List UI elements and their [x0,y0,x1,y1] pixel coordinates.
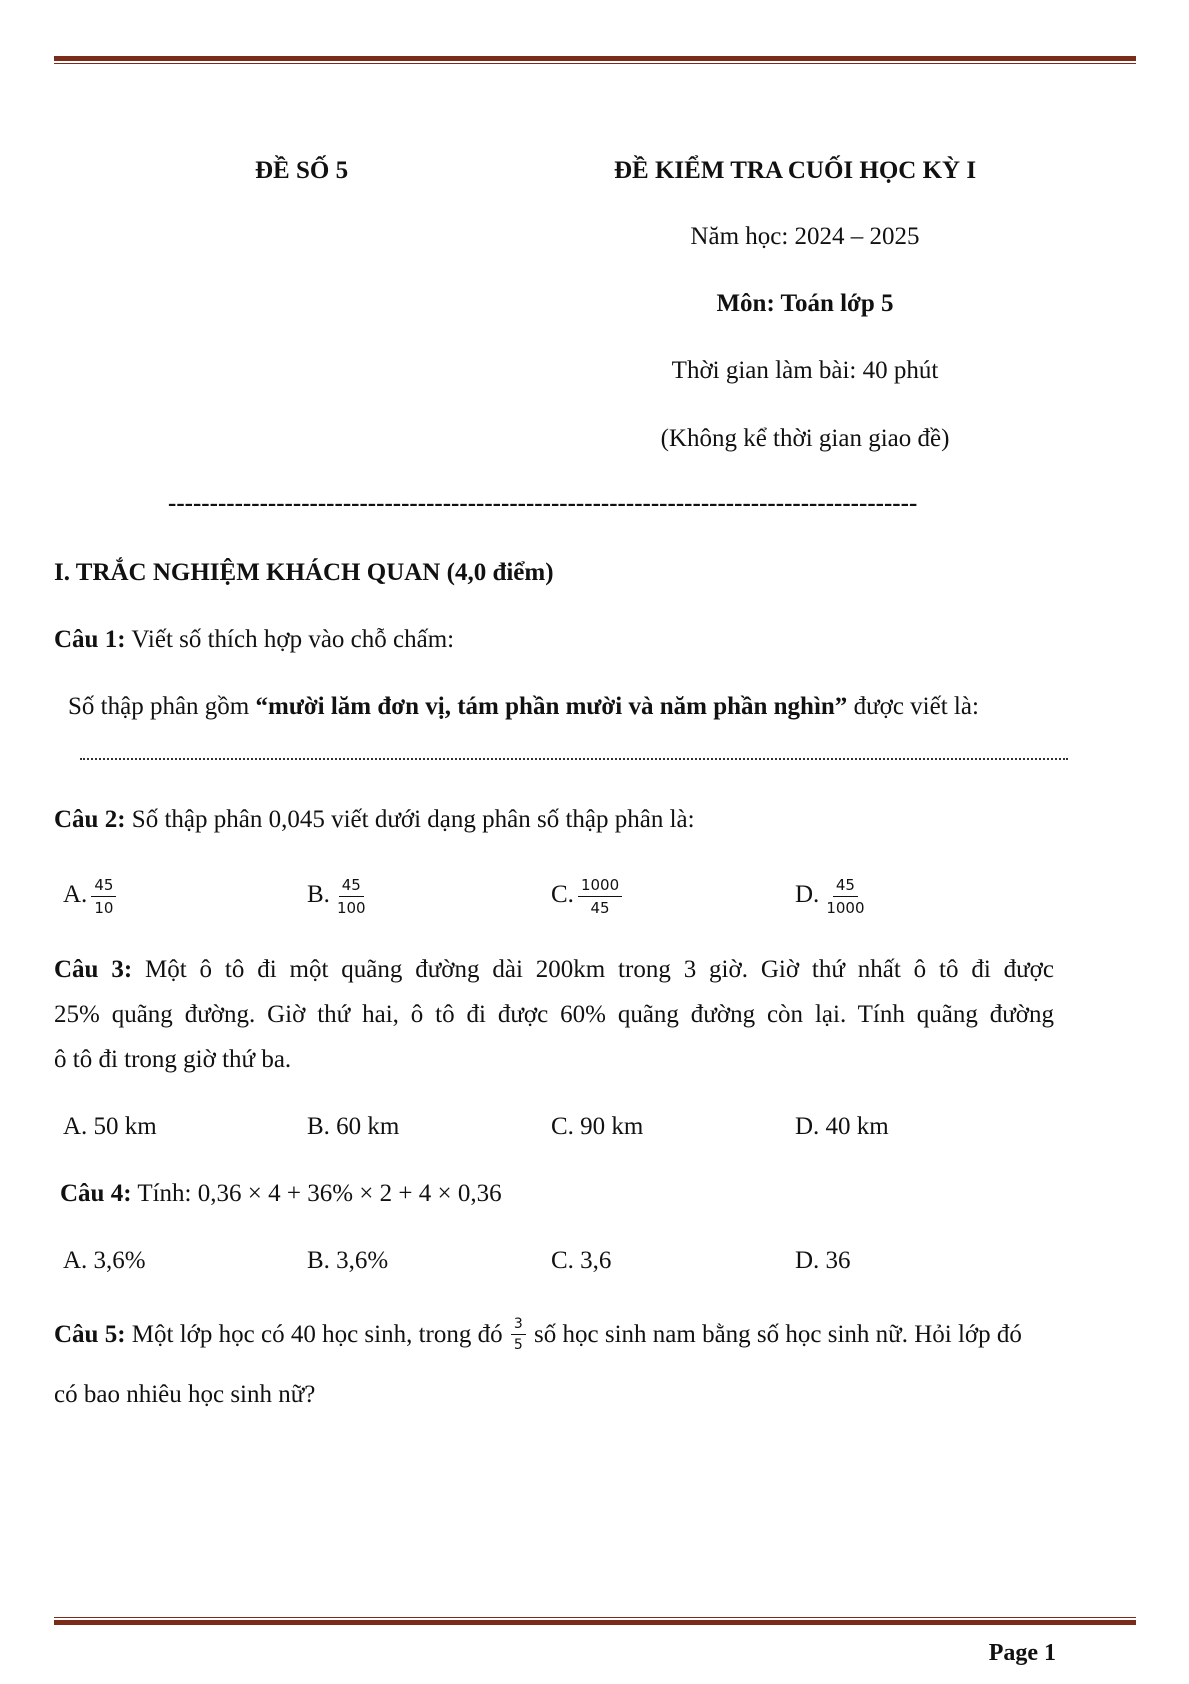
answer-dotted-line [80,754,1068,760]
numerator: 3 [511,1316,526,1335]
question-text: Một ô tô đi một quãng đường dài 200km trong 3 giờ. Giờ thứ nhất ô tô đi được [132,956,1054,983]
option-a [63,870,116,920]
statement-prefix: Số thập phân gồm [68,693,256,720]
option-b: B. 3,6% [307,1247,389,1274]
option-letter: A. [63,881,88,908]
fraction [511,1316,526,1353]
option-letter: C. [551,881,574,908]
exam-number: ĐỀ SỐ 5 [255,157,349,184]
question-label: Câu 4: [60,1180,132,1207]
question-1-statement [68,692,979,722]
option-letter: B. [307,881,330,908]
statement-bold: “mười lăm đơn vị, tám phần mười và năm phần nghìn” [255,693,848,720]
numerator: 45 [91,876,116,897]
question-text: Số thập phân 0,045 viết dưới dạng phân số thập phân là: [125,806,695,833]
question-5-line-2: có bao nhiêu học sinh nữ? [54,1381,316,1408]
question-text: Tính: 0,36 × 4 + 36% × 2 + 4 × 0,36 [131,1180,502,1207]
option-a: A. 3,6% [63,1247,146,1274]
fraction [334,876,369,917]
question-5-line-1 [54,1313,1056,1357]
header-rule [54,56,1136,64]
fraction [823,876,867,917]
numerator: 45 [339,876,364,897]
separator-line: ------------------------------------------------------------------------------------------ [168,490,918,517]
fraction [91,876,116,917]
option-c [551,870,622,920]
option-a: A. 50 km [63,1113,157,1140]
question-text: Một lớp học có 40 học sinh, trong đó [125,1321,509,1348]
option-b [307,870,369,920]
question-text-continued: số học sinh nam bằng số học sinh nữ. Hỏi lớp đó [527,1321,1022,1348]
option-d [795,870,868,920]
denominator: 1000 [826,898,865,917]
option-b: B. 60 km [307,1113,400,1140]
question-label: Câu 3: [54,956,133,983]
numerator: 1000 [578,876,622,897]
question-4 [60,1179,502,1209]
question-1 [54,625,454,655]
footer-rule [54,1617,1136,1625]
question-3-line-1 [54,955,1054,985]
denominator: 10 [94,898,114,917]
option-c: C. 90 km [551,1113,644,1140]
denominator: 100 [336,898,366,917]
question-text: Viết số thích hợp vào chỗ chấm: [125,626,455,653]
option-letter: D. [795,881,820,908]
question-label: Câu 5: [54,1321,126,1348]
numerator: 45 [833,876,858,897]
time-note: (Không kể thời gian giao đề) [660,425,950,452]
question-3-line-3: ô tô đi trong giờ thứ ba. [54,1046,292,1073]
fraction [578,876,622,917]
school-year: Năm học: 2024 – 2025 [690,223,920,250]
question-2 [54,805,695,835]
exam-title: ĐỀ KIỂM TRA CUỐI HỌC KỲ I [614,157,977,184]
denominator: 45 [590,898,610,917]
option-d: D. 40 km [795,1113,889,1140]
section-title: I. TRẮC NGHIỆM KHÁCH QUAN (4,0 điểm) [54,559,554,586]
denominator: 5 [513,1336,523,1353]
question-label: Câu 2: [54,806,126,833]
subject: Môn: Toán lớp 5 [716,290,894,317]
page-number: Page 1 [988,1640,1056,1666]
question-3-line-2: 25% quãng đường. Giờ thứ hai, ô tô đi được 60% quãng đường còn lại. Tính quãng đường [54,1001,1054,1028]
statement-suffix: được viết là: [847,693,979,720]
option-c: C. 3,6 [551,1247,612,1274]
option-d: D. 36 [795,1247,851,1274]
time-limit: Thời gian làm bài: 40 phút [671,357,939,384]
question-label: Câu 1: [54,626,126,653]
